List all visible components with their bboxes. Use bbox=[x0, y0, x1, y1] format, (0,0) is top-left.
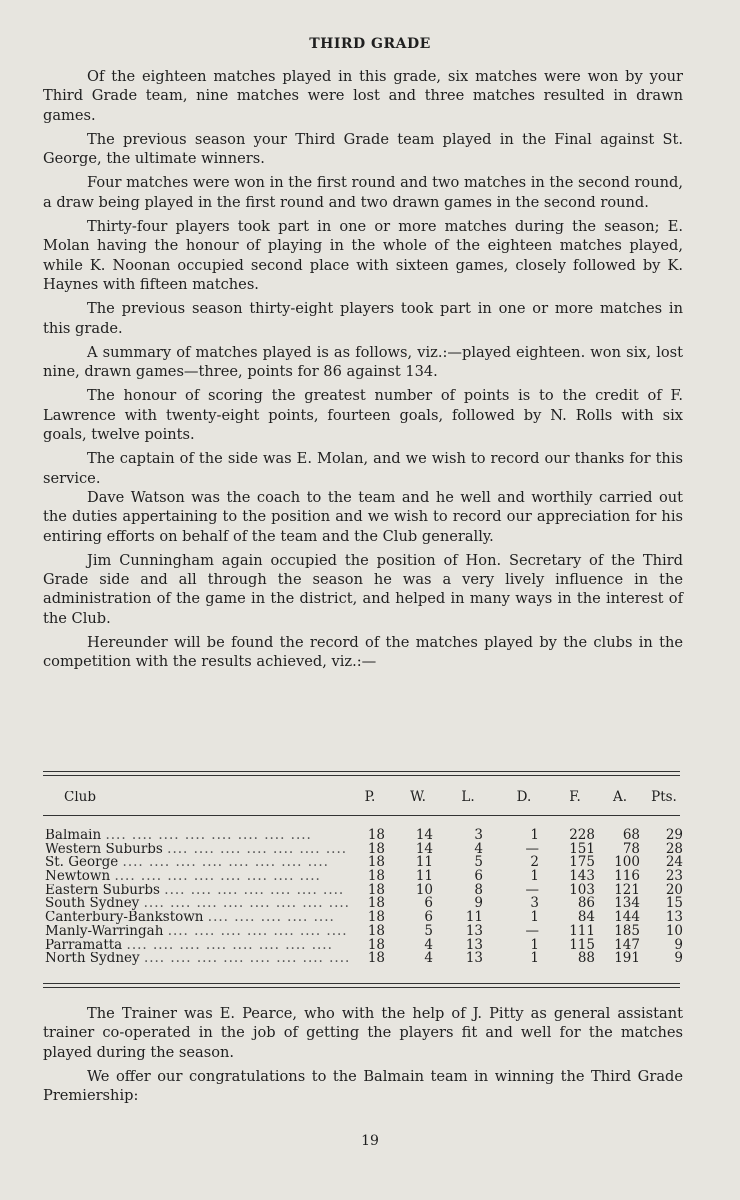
played-cell: 18 bbox=[367, 950, 385, 967]
table-header bbox=[45, 791, 685, 805]
paragraph: The honour of scoring the greatest number of points is to the credit of F. Lawrence with twenty-eight points, fourteen goals, followed by N. Rolls with six goals, twelve points. bbox=[43, 387, 683, 444]
drawn-cell: — bbox=[525, 922, 539, 939]
against-cell: 134 bbox=[614, 895, 640, 912]
played-cell: 18 bbox=[367, 909, 385, 926]
club-name: Western Suburbs bbox=[45, 842, 163, 857]
club-name: Eastern Suburbs bbox=[45, 883, 160, 898]
points-cell: 24 bbox=[665, 854, 683, 871]
for-cell: 175 bbox=[569, 854, 595, 871]
won-cell: 4 bbox=[424, 936, 433, 953]
points-cell: 20 bbox=[665, 881, 683, 898]
paragraph: The previous season thirty-eight players took part in one or more matches in this grade. bbox=[43, 300, 683, 337]
points-cell: 23 bbox=[665, 868, 683, 885]
leader-dots: .... .... .... .... .... bbox=[207, 911, 335, 925]
won-cell: 14 bbox=[415, 827, 433, 843]
page-title: THIRD GRADE bbox=[309, 36, 431, 52]
played-cell: 18 bbox=[367, 936, 385, 953]
club-name: Newtown bbox=[45, 870, 111, 884]
header-played: P. bbox=[364, 789, 376, 805]
won-cell: 5 bbox=[424, 922, 433, 939]
paragraph: The Trainer was E. Pearce, who with the help of J. Pitty as general assistant trainer co-operated in the job of getting the players fit and well for the matches played during the season. bbox=[43, 1005, 683, 1061]
paragraph: A summary of matches played is as follows, viz.:—played eighteen. won six, lost nine, drawn games—three, points for 86 against 134. bbox=[43, 343, 683, 381]
for-cell: 115 bbox=[569, 936, 595, 953]
won-cell: 14 bbox=[415, 840, 433, 857]
played-cell: 18 bbox=[367, 922, 385, 939]
played-cell: 18 bbox=[367, 827, 385, 843]
against-cell: 121 bbox=[614, 881, 640, 898]
won-cell: 11 bbox=[415, 854, 433, 871]
points-cell: 28 bbox=[665, 840, 683, 857]
club-name: Parramatta bbox=[45, 938, 123, 953]
points-cell: 9 bbox=[674, 936, 683, 953]
paragraph: Of the eighteen matches played in this grade, six matches were won by your Third Grade team, nine matches were lost and three matches resulted in drawn games. bbox=[43, 68, 683, 124]
lost-cell: 9 bbox=[474, 895, 483, 912]
won-cell: 10 bbox=[415, 881, 433, 898]
points-cell: 10 bbox=[665, 922, 683, 939]
against-cell: 147 bbox=[614, 936, 640, 953]
against-cell: 116 bbox=[614, 868, 640, 885]
won-cell: 6 bbox=[424, 895, 433, 912]
ladder-table bbox=[45, 829, 685, 966]
against-cell: 144 bbox=[614, 909, 640, 926]
table-top-rule-inner bbox=[43, 775, 680, 776]
header-club: Club bbox=[64, 791, 96, 805]
paragraph: Four matches were won in the first round and two matches in the second round, a draw being played in the first round and two drawn games in the second round. bbox=[43, 174, 683, 211]
won-cell: 6 bbox=[424, 909, 433, 926]
club-name: North Sydney bbox=[45, 952, 140, 966]
for-cell: 143 bbox=[569, 868, 595, 885]
header-lost: L. bbox=[461, 789, 475, 805]
points-cell: 9 bbox=[674, 950, 683, 967]
header-against: A. bbox=[612, 789, 628, 805]
for-cell: 84 bbox=[577, 909, 595, 926]
played-cell: 18 bbox=[367, 854, 385, 871]
leader-dots: .... .... .... .... .... .... .... .... bbox=[105, 829, 312, 843]
drawn-cell: 2 bbox=[530, 854, 539, 871]
for-cell: 103 bbox=[569, 881, 595, 898]
table-header-row bbox=[45, 791, 685, 805]
paragraph: Jim Cunningham again occupied the position of Hon. Secretary of the Third Grade side and all through the season he was a very lively influence in the administration of the game in the district, and helped in many ways in the interest of the Club. bbox=[43, 551, 683, 627]
against-cell: 78 bbox=[622, 840, 640, 857]
table-bottom-rule-inner bbox=[43, 987, 680, 988]
table-header-rule bbox=[43, 815, 680, 816]
for-cell: 111 bbox=[569, 922, 595, 939]
leader-dots: .... .... .... .... .... .... .... bbox=[164, 883, 345, 898]
for-cell: 151 bbox=[569, 840, 595, 857]
won-cell: 4 bbox=[424, 950, 433, 967]
played-cell: 18 bbox=[367, 840, 385, 857]
drawn-cell: 1 bbox=[530, 950, 539, 967]
table-top-rule bbox=[43, 771, 680, 772]
body-text bbox=[43, 67, 683, 672]
leader-dots: .... .... .... .... .... .... .... .... bbox=[126, 938, 333, 953]
lost-cell: 5 bbox=[474, 854, 483, 871]
lost-cell: 3 bbox=[474, 827, 483, 843]
paragraph: We offer our congratulations to the Balmain team in winning the Third Grade Premiership: bbox=[43, 1067, 683, 1105]
club-name: St. George bbox=[45, 856, 119, 871]
club-name: South Sydney bbox=[45, 897, 140, 912]
club-name: Manly-Warringah bbox=[45, 924, 164, 939]
for-cell: 228 bbox=[569, 827, 595, 843]
against-cell: 68 bbox=[622, 827, 640, 843]
for-cell: 88 bbox=[577, 950, 595, 967]
page-number: 19 bbox=[361, 1133, 379, 1149]
header-won: W. bbox=[410, 789, 426, 805]
header-drawn: D. bbox=[516, 789, 532, 805]
paragraph: Hereunder will be found the record of the matches played by the clubs in the competition with the results achieved, viz.:— bbox=[43, 634, 683, 671]
paragraph: The captain of the side was E. Molan, and we wish to record our thanks for this service. bbox=[43, 450, 683, 487]
lost-cell: 13 bbox=[465, 950, 483, 967]
lost-cell: 13 bbox=[465, 922, 483, 939]
played-cell: 18 bbox=[367, 895, 385, 912]
leader-dots: .... .... .... .... .... .... .... .... bbox=[122, 856, 329, 871]
header-points: Pts. bbox=[651, 789, 677, 805]
won-cell: 11 bbox=[415, 868, 433, 885]
lost-cell: 11 bbox=[465, 909, 483, 926]
closing-text bbox=[43, 1004, 683, 1105]
points-cell: 13 bbox=[665, 909, 683, 926]
paragraph: Thirty-four players took part in one or more matches during the season; E. Molan having the honour of playing in the whole of the eighteen matches played, while K. Noonan occupied second place with sixteen games, closely followed by K. Haynes with fifteen matches. bbox=[43, 218, 683, 293]
drawn-cell: 1 bbox=[530, 827, 539, 843]
drawn-cell: — bbox=[525, 881, 539, 898]
paragraph: The previous season your Third Grade team played in the Final against St. George, the ultimate winners. bbox=[43, 130, 683, 168]
drawn-cell: — bbox=[525, 840, 539, 857]
drawn-cell: 3 bbox=[530, 895, 539, 912]
lost-cell: 13 bbox=[465, 936, 483, 953]
club-name: Balmain bbox=[45, 829, 102, 843]
table-row bbox=[45, 952, 685, 966]
against-cell: 191 bbox=[614, 950, 640, 967]
club-name: Canterbury-Bankstown bbox=[45, 911, 204, 925]
played-cell: 18 bbox=[367, 881, 385, 898]
for-cell: 86 bbox=[577, 895, 595, 912]
leader-dots: .... .... .... .... .... .... .... .... bbox=[114, 870, 321, 884]
lost-cell: 6 bbox=[474, 868, 483, 885]
leader-dots: .... .... .... .... .... .... .... bbox=[167, 842, 348, 857]
drawn-cell: 1 bbox=[530, 909, 539, 926]
points-cell: 29 bbox=[665, 827, 683, 843]
against-cell: 185 bbox=[614, 922, 640, 939]
leader-dots: .... .... .... .... .... .... .... .... bbox=[143, 897, 350, 912]
table-bottom-rule bbox=[43, 983, 680, 984]
against-cell: 100 bbox=[614, 854, 640, 871]
lost-cell: 8 bbox=[474, 881, 483, 898]
header-for: F. bbox=[569, 789, 581, 805]
paragraph: Dave Watson was the coach to the team and he well and worthily carried out the duties appertaining to the position and we wish to record our appreciation for his entiring efforts on behalf of the team and the Club generally. bbox=[43, 488, 683, 545]
leader-dots: .... .... .... .... .... .... .... .... bbox=[143, 952, 350, 966]
lost-cell: 4 bbox=[474, 840, 483, 857]
played-cell: 18 bbox=[367, 868, 385, 885]
drawn-cell: 1 bbox=[530, 936, 539, 953]
leader-dots: .... .... .... .... .... .... .... bbox=[167, 924, 348, 939]
drawn-cell: 1 bbox=[530, 868, 539, 885]
points-cell: 15 bbox=[665, 895, 683, 912]
